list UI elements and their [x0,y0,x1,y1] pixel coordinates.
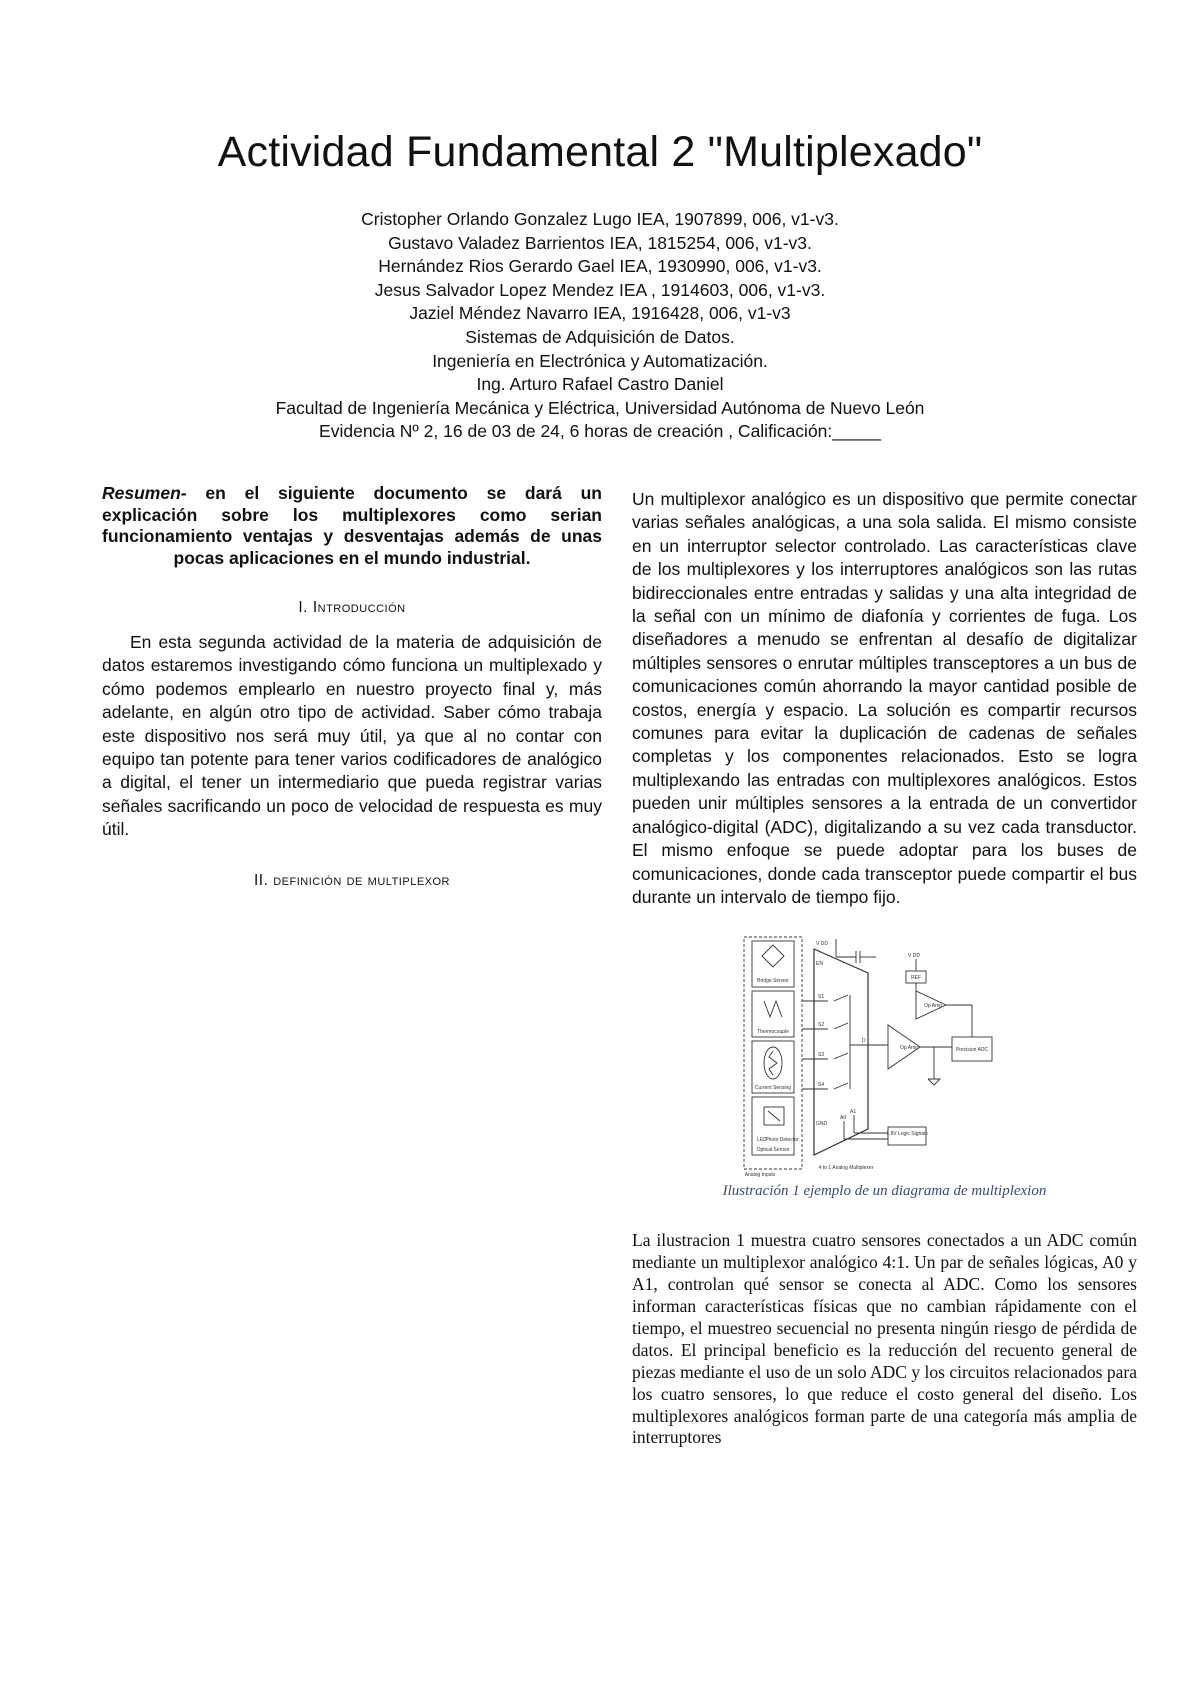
author-line: Cristopher Orlando Gonzalez Lugo IEA, 1907899, 006, v1-v3. [361,209,839,229]
author-line: Gustavo Valadez Barrientos IEA, 1815254, 006, v1-v3. [388,232,812,253]
section-heading-definicion [102,872,602,890]
multiplexer-label: 4 to 1 Analog Multiplexer [818,1165,874,1172]
gnd-label: GND [816,1121,828,1128]
logic-signals-label: 1.8V Logic Signals [886,1131,928,1138]
s4-switch [834,1083,848,1089]
section-heading-introduccion [102,599,602,617]
author-line: Jaziel Méndez Navarro IEA, 1916428, 006, v1-v3 [409,303,791,324]
ref-label: REF [911,975,921,982]
instructor-line: Ing. Arturo Rafael Castro Daniel [476,374,724,395]
program-line: Ingeniería en Electrónica y Automatización. [432,350,768,371]
ground-icon [928,1079,940,1085]
thermocouple-icon [764,1001,782,1017]
s4-label: S4 [818,1082,825,1089]
vdd-label: V DD [816,941,828,948]
vdd2-label: V DD [908,953,920,960]
d-label: D [862,1038,866,1045]
analog-inputs-box [744,937,802,1169]
s2-label: S2 [818,1022,825,1029]
optical-sensor-label: Optical Sensor [756,1147,790,1154]
a1-label: A1 [850,1109,857,1116]
s3-label: S3 [818,1052,825,1059]
analog-inputs-label: Analog Inputs [744,1172,776,1179]
s1-label: S1 [818,994,825,1001]
evidence-line: Evidencia Nº 2, 16 de 03 de 24, 6 horas de creación , Calificación:_____ [319,421,881,442]
current-sensing-label: Current Sensing [754,1085,792,1092]
s3-switch [834,1053,848,1059]
abstract-lead: Resumen- [102,483,187,503]
section-title: definición de multiplexor [273,871,450,889]
author-line: Jesus Salvador Lopez Mendez IEA , 1914603, 006, v1-v3. [374,279,826,300]
bridge-sensor-icon [762,945,784,967]
right-column [632,488,1137,1449]
author-block [0,208,1200,444]
op-amp-2-label: Op Amp [924,1003,943,1010]
figure-caption: Ilustración 1 ejemplo de un diagrama de multiplexion [722,1183,1047,1200]
abstract [102,483,602,569]
paper-title: Actividad Fundamental 2 "Multiplexado" [217,128,983,176]
op-amp-1-label: Op Amp [900,1045,919,1052]
figure-explanation-paragraph: La ilustracion 1 muestra cuatro sensores conectados a un ADC común mediante un multiplexor analógico 4:1. Un par de señales lógicas, A0 y A1, controlan qué sensor se conecta al ADC. Como los sensores informan características físicas que no cambian rápidamente con el tiempo, el muestreo secuencial no presenta ningún riesgo de pérdida de datos. El principal beneficio es la reducción del recuento general de piezas mediante el uso de un solo ADC y los circuitos relacionados para los cuatro sensores, lo que reduce el costo general del diseño. Los multiplexores analógicos forman parte de una categoría más amplia de interruptores [632,1230,1137,1448]
author-line: Hernández Rios Gerardo Gael IEA, 1930990, 006, v1-v3. [378,256,822,277]
thermocouple-label: Thermocouple [757,1029,789,1036]
coil-icon [769,1051,777,1075]
light-ray-icon [768,1111,780,1121]
s1-switch [834,995,848,1001]
photo-label: Photo Detector [765,1137,799,1144]
bridge-sensor-label: Bridge Sensor [757,978,789,985]
led-label: LED [757,1137,767,1144]
section-title: Introducción [312,599,406,616]
section-number: I. [298,599,308,616]
en-label: EN [816,961,823,968]
course-line: Sistemas de Adquisición de Datos. [465,326,735,347]
s2-switch [834,1023,848,1029]
mux-definition-paragraph: Un multiplexor analógico es un dispositivo que permite conectar varias señales analógicas, a una sola salida. El mismo consiste en un interruptor selector controlado. Las características clave de los multiplexores y los interruptores analógicos son las rutas bidireccionales entre entradas y salidas y una alta integridad de la señal con un mínimo de diafonía y corrientes de fuga. Los diseñadores a menudo se enfrentan al desafío de digitalizar múltiples sensores o enrutar múltiples transceptores a un bus de comunicaciones común ahorrando la mayor cantidad posible de costos, energía y espacio. La solución es compartir recursos comunes para evitar la duplicación de cadenas de señales completas y los componentes relacionados. Esto se logra multiplexando las entradas con multiplexores analógicos. Estos pueden unir múltiples sensores a la entrada de un convertidor analógico-digital (ADC), digitalizando a su vez cada transductor. El mismo enfoque se puede adoptar para los buses de comunicaciones, donde cada transceptor puede compartir el bus durante un intervalo de tiempo fijo. [632,489,1137,907]
figure-multiplexer [632,929,1137,1200]
multiplexer-diagram [738,929,1028,1179]
left-column [102,483,602,890]
affiliation-line: Facultad de Ingeniería Mecánica y Eléctrica, Universidad Autónoma de Nuevo León [275,397,925,418]
abstract-text: en el siguiente documento se dará un explicación sobre los multiplexores como serian funcionamiento ventajas y desventajas además de unas pocas aplicaciones en el mundo industrial. [102,483,602,568]
intro-paragraph: En esta segunda actividad de la materia de adquisición de datos estaremos investigando cómo funciona un multiplexado y cómo podemos emplearlo en nuestro proyecto final y, más adelante, en algún otro tipo de actividad. Saber cómo trabaja este dispositivo nos será muy útil, ya que al no contar con equipo tan potente para tener varios codificadores de analógico a digital, el tener un intermediario que pueda registrar varias señales sacrificando un poco de velocidad de respuesta es muy útil. [102,632,602,840]
adc-label: Precision ADC [955,1047,989,1054]
section-number: II. [254,871,269,889]
a0-label: A0 [840,1115,847,1122]
